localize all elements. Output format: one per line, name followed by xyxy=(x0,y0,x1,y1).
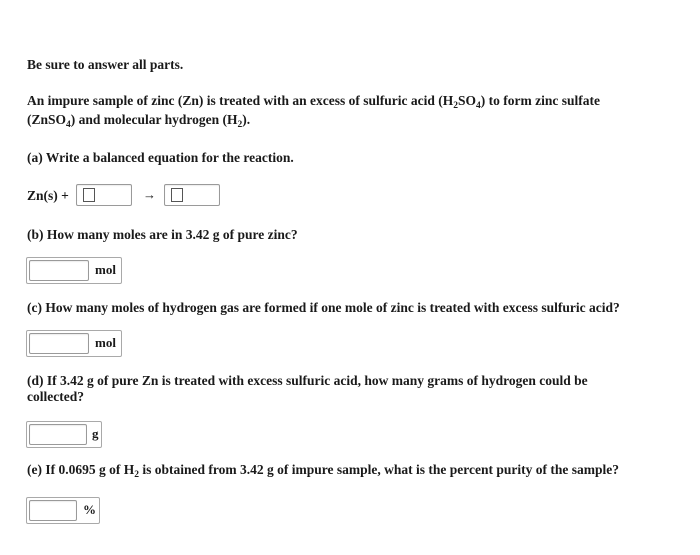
part-b-unit: mol xyxy=(95,262,116,277)
reaction-arrow-icon: → xyxy=(143,187,156,202)
empty-formula-slot-icon xyxy=(83,188,95,202)
part-a-reactant-label: Zn(s) + xyxy=(27,188,69,203)
part-e-answer-input[interactable] xyxy=(29,500,77,521)
part-e-answer-group xyxy=(26,497,100,524)
part-d-unit: g xyxy=(92,426,99,441)
part-c-unit: mol xyxy=(95,335,116,350)
part-d-answer-group xyxy=(26,421,102,448)
part-d-answer-input[interactable] xyxy=(29,424,87,445)
part-c-answer-input[interactable] xyxy=(29,333,89,354)
part-a-product-input[interactable] xyxy=(164,184,220,206)
part-d-question-line-2: collected? xyxy=(27,389,84,404)
empty-formula-slot-icon xyxy=(171,188,183,202)
part-b-answer-group xyxy=(26,257,122,284)
part-e-unit: % xyxy=(83,502,96,517)
part-a-question: (a) Write a balanced equation for the reaction. xyxy=(27,150,294,165)
intro-line-1: An impure sample of zinc (Zn) is treated with an excess of sulfuric acid $(H_2SO_4)$ to form zinc sulfate xyxy=(27,93,600,111)
part-e-question: (e) If 0.0695 g of $H_2$ is obtained from 3.42 g of impure sample, what is the percent purity of the sample? xyxy=(27,462,619,480)
intro-line-2: (ZnSO$_4$) and molecular hydrogen $(H_2)$. xyxy=(27,112,251,130)
part-c-question: (c) How many moles of hydrogen gas are formed if one mole of zinc is treated with excess sulfuric acid? xyxy=(27,300,620,315)
instructions-header: Be sure to answer all parts. xyxy=(27,57,184,72)
part-d-question-line-1: (d) If 3.42 g of pure Zn is treated with excess sulfuric acid, how many grams of hydrogen could be xyxy=(27,373,588,388)
part-b-question: (b) How many moles are in 3.42 g of pure zinc? xyxy=(27,227,298,242)
part-c-answer-group xyxy=(26,330,122,357)
part-a-reactant-input[interactable] xyxy=(76,184,132,206)
part-b-answer-input[interactable] xyxy=(29,260,89,281)
